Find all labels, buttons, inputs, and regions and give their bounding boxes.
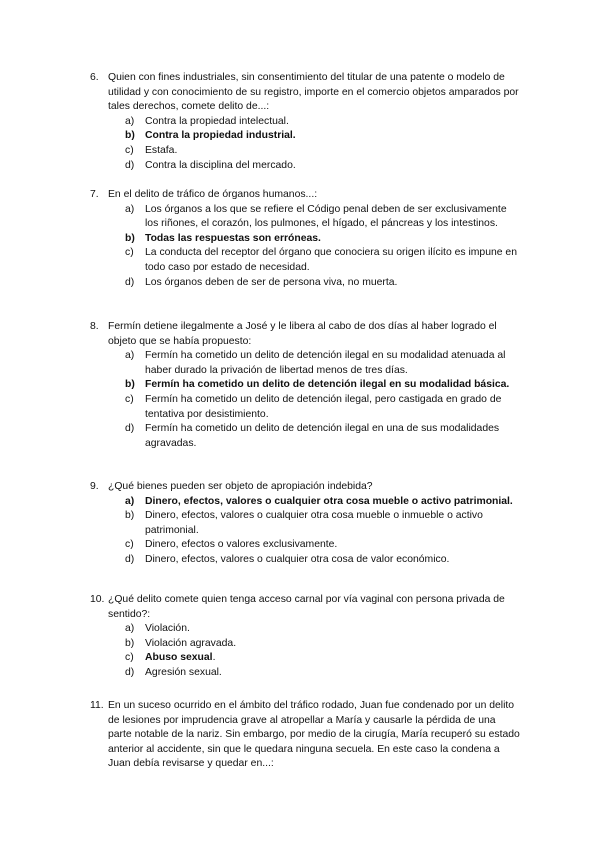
option-text: Fermín ha cometido un delito de detención ilegal en su modalidad básica. — [145, 379, 510, 391]
question-text: Fermín detiene ilegalmente a José y le libera al cabo de dos días al haber logrado el objeto que se había propuesto: — [108, 321, 497, 347]
question-text: ¿Qué bienes pueden ser objeto de apropiación indebida? — [108, 481, 373, 492]
question-11 — [90, 699, 522, 772]
option-letter: a) — [125, 115, 135, 127]
question-number: 11. — [90, 700, 104, 711]
question-text: Quien con fines industriales, sin consentimiento del titular de una patente o modelo de utilidad y con conocimiento de su registro, importe en el comercio objetos amparados por tales derechos, comete delito de...: — [108, 72, 519, 113]
option-letter: a) — [125, 350, 135, 362]
question-header — [90, 699, 522, 772]
option-letter: c) — [125, 247, 134, 259]
option-b — [125, 509, 522, 538]
option-text-wrap — [145, 246, 522, 275]
option-a — [125, 203, 522, 232]
option-d — [125, 422, 522, 451]
option-text-wrap — [145, 393, 522, 422]
option-d — [125, 159, 522, 174]
option-text: Dinero, efectos, valores o cualquier otra cosa mueble o activo patrimonial. — [145, 495, 513, 507]
option-text-wrap — [145, 378, 522, 393]
option-b — [125, 129, 522, 144]
option-text: Estafa. — [145, 144, 178, 156]
options-list — [125, 115, 522, 173]
option-text: Dinero, efectos, valores o cualquier otra cosa de valor económico. — [145, 553, 450, 565]
option-a — [125, 115, 522, 130]
option-letter: b) — [125, 510, 135, 522]
option-text: Agresión sexual. — [145, 666, 222, 678]
option-text-wrap — [145, 159, 522, 174]
options-list — [125, 495, 522, 568]
option-text: Los órganos deben de ser de persona viva, no muerta. — [145, 276, 398, 288]
question-header — [90, 593, 522, 622]
option-text: Violación agravada. — [145, 637, 237, 649]
options-list — [125, 349, 522, 451]
option-text-wrap — [145, 637, 522, 652]
option-text-wrap — [145, 553, 522, 568]
option-letter: d) — [125, 276, 135, 288]
option-text-wrap — [145, 129, 522, 144]
option-text-wrap — [145, 666, 522, 681]
option-letter: c) — [125, 144, 134, 156]
option-letter: d) — [125, 666, 135, 678]
question-number: 6. — [90, 72, 99, 83]
option-c — [125, 538, 522, 553]
option-text-wrap — [145, 622, 522, 637]
option-c — [125, 393, 522, 422]
option-letter: c) — [125, 393, 134, 405]
question-number: 10. — [90, 594, 105, 605]
question-header — [90, 480, 522, 495]
option-letter: c) — [125, 652, 134, 664]
option-a — [125, 349, 522, 378]
option-text-wrap — [145, 232, 522, 247]
option-text: Contra la propiedad intelectual. — [145, 115, 289, 127]
question-header — [90, 320, 522, 349]
option-text: La conducta del receptor del órgano que conociera su origen ilícito es impune en todo caso por estado de necesidad. — [145, 247, 517, 273]
option-letter: d) — [125, 423, 135, 435]
option-letter: a) — [125, 495, 135, 507]
option-b — [125, 232, 522, 247]
question-8 — [90, 320, 522, 451]
option-a — [125, 495, 522, 510]
option-text-wrap — [145, 509, 522, 538]
option-letter: a) — [125, 203, 135, 215]
option-text: Contra la disciplina del mercado. — [145, 159, 296, 171]
option-text: Fermín ha cometido un delito de detención ilegal en su modalidad atenuada al haber durado la privación de libertad menos de tres días. — [145, 350, 506, 376]
option-letter: b) — [125, 232, 135, 244]
question-9 — [90, 480, 522, 568]
option-text: Dinero, efectos, valores o cualquier otra cosa mueble o inmueble o activo patrimonial. — [145, 510, 483, 536]
question-header — [90, 188, 522, 203]
option-letter: c) — [125, 539, 134, 551]
option-text: Contra la propiedad industrial. — [145, 130, 296, 142]
option-c — [125, 144, 522, 159]
question-number: 8. — [90, 321, 99, 332]
option-letter: b) — [125, 130, 135, 142]
option-text-wrap — [145, 651, 522, 666]
option-letter: d) — [125, 553, 135, 565]
option-text: Fermín ha cometido un delito de detención ilegal, pero castigada en grado de tentativa por desistimiento. — [145, 393, 502, 420]
option-letter: d) — [125, 159, 135, 171]
option-letter: b) — [125, 379, 135, 391]
option-b — [125, 637, 522, 652]
option-text-wrap — [145, 203, 522, 232]
option-text-wrap — [145, 276, 522, 291]
question-6 — [90, 71, 522, 173]
option-text: Violación. — [145, 623, 190, 635]
option-d — [125, 553, 522, 568]
question-10 — [90, 593, 522, 681]
option-text: Todas las respuestas son erróneas. — [145, 232, 321, 244]
options-list — [125, 203, 522, 291]
options-list — [125, 622, 522, 680]
option-text-wrap — [145, 422, 522, 451]
option-c — [125, 246, 522, 275]
option-text: Los órganos a los que se refiere el Código penal deben de ser exclusivamente los riñones, el corazón, los pulmones, el hígado, el páncreas y los intestinos. — [145, 203, 507, 230]
option-text-wrap — [145, 144, 522, 159]
question-text: En el delito de tráfico de órganos humanos...: — [108, 189, 318, 200]
option-text-wrap — [145, 538, 522, 553]
option-text-wrap — [145, 115, 522, 130]
option-text: Fermín ha cometido un delito de detención ilegal en una de sus modalidades agravadas. — [145, 423, 500, 449]
option-letter: a) — [125, 623, 135, 635]
option-d — [125, 666, 522, 681]
option-text-wrap — [145, 495, 522, 510]
option-a — [125, 622, 522, 637]
option-letter: b) — [125, 637, 135, 649]
question-7 — [90, 188, 522, 290]
option-d — [125, 276, 522, 291]
option-text: Abuso sexual — [145, 652, 213, 664]
question-number: 7. — [90, 189, 99, 200]
option-text: Dinero, efectos o valores exclusivamente. — [145, 539, 338, 551]
option-suffix: . — [212, 652, 216, 664]
option-b — [125, 378, 522, 393]
question-header — [90, 71, 522, 115]
option-text-wrap — [145, 349, 522, 378]
question-number: 9. — [90, 481, 99, 492]
question-text: ¿Qué delito comete quien tenga acceso carnal por vía vaginal con persona privada de sentido?: — [108, 594, 505, 620]
option-c — [125, 651, 522, 666]
question-text: En un suceso ocurrido en el ámbito del tráfico rodado, Juan fue condenado por un delito de lesiones por imprudencia grave al atropellar a María y causarle la pérdida de una parte notable de la nariz. Sin embargo, por medio de la cirugía, María recuperó su estado anterior al accidente, sin que le quedara ninguna secuela. En este caso la condena a Juan debía revisarse y quedar en...: — [108, 700, 520, 770]
